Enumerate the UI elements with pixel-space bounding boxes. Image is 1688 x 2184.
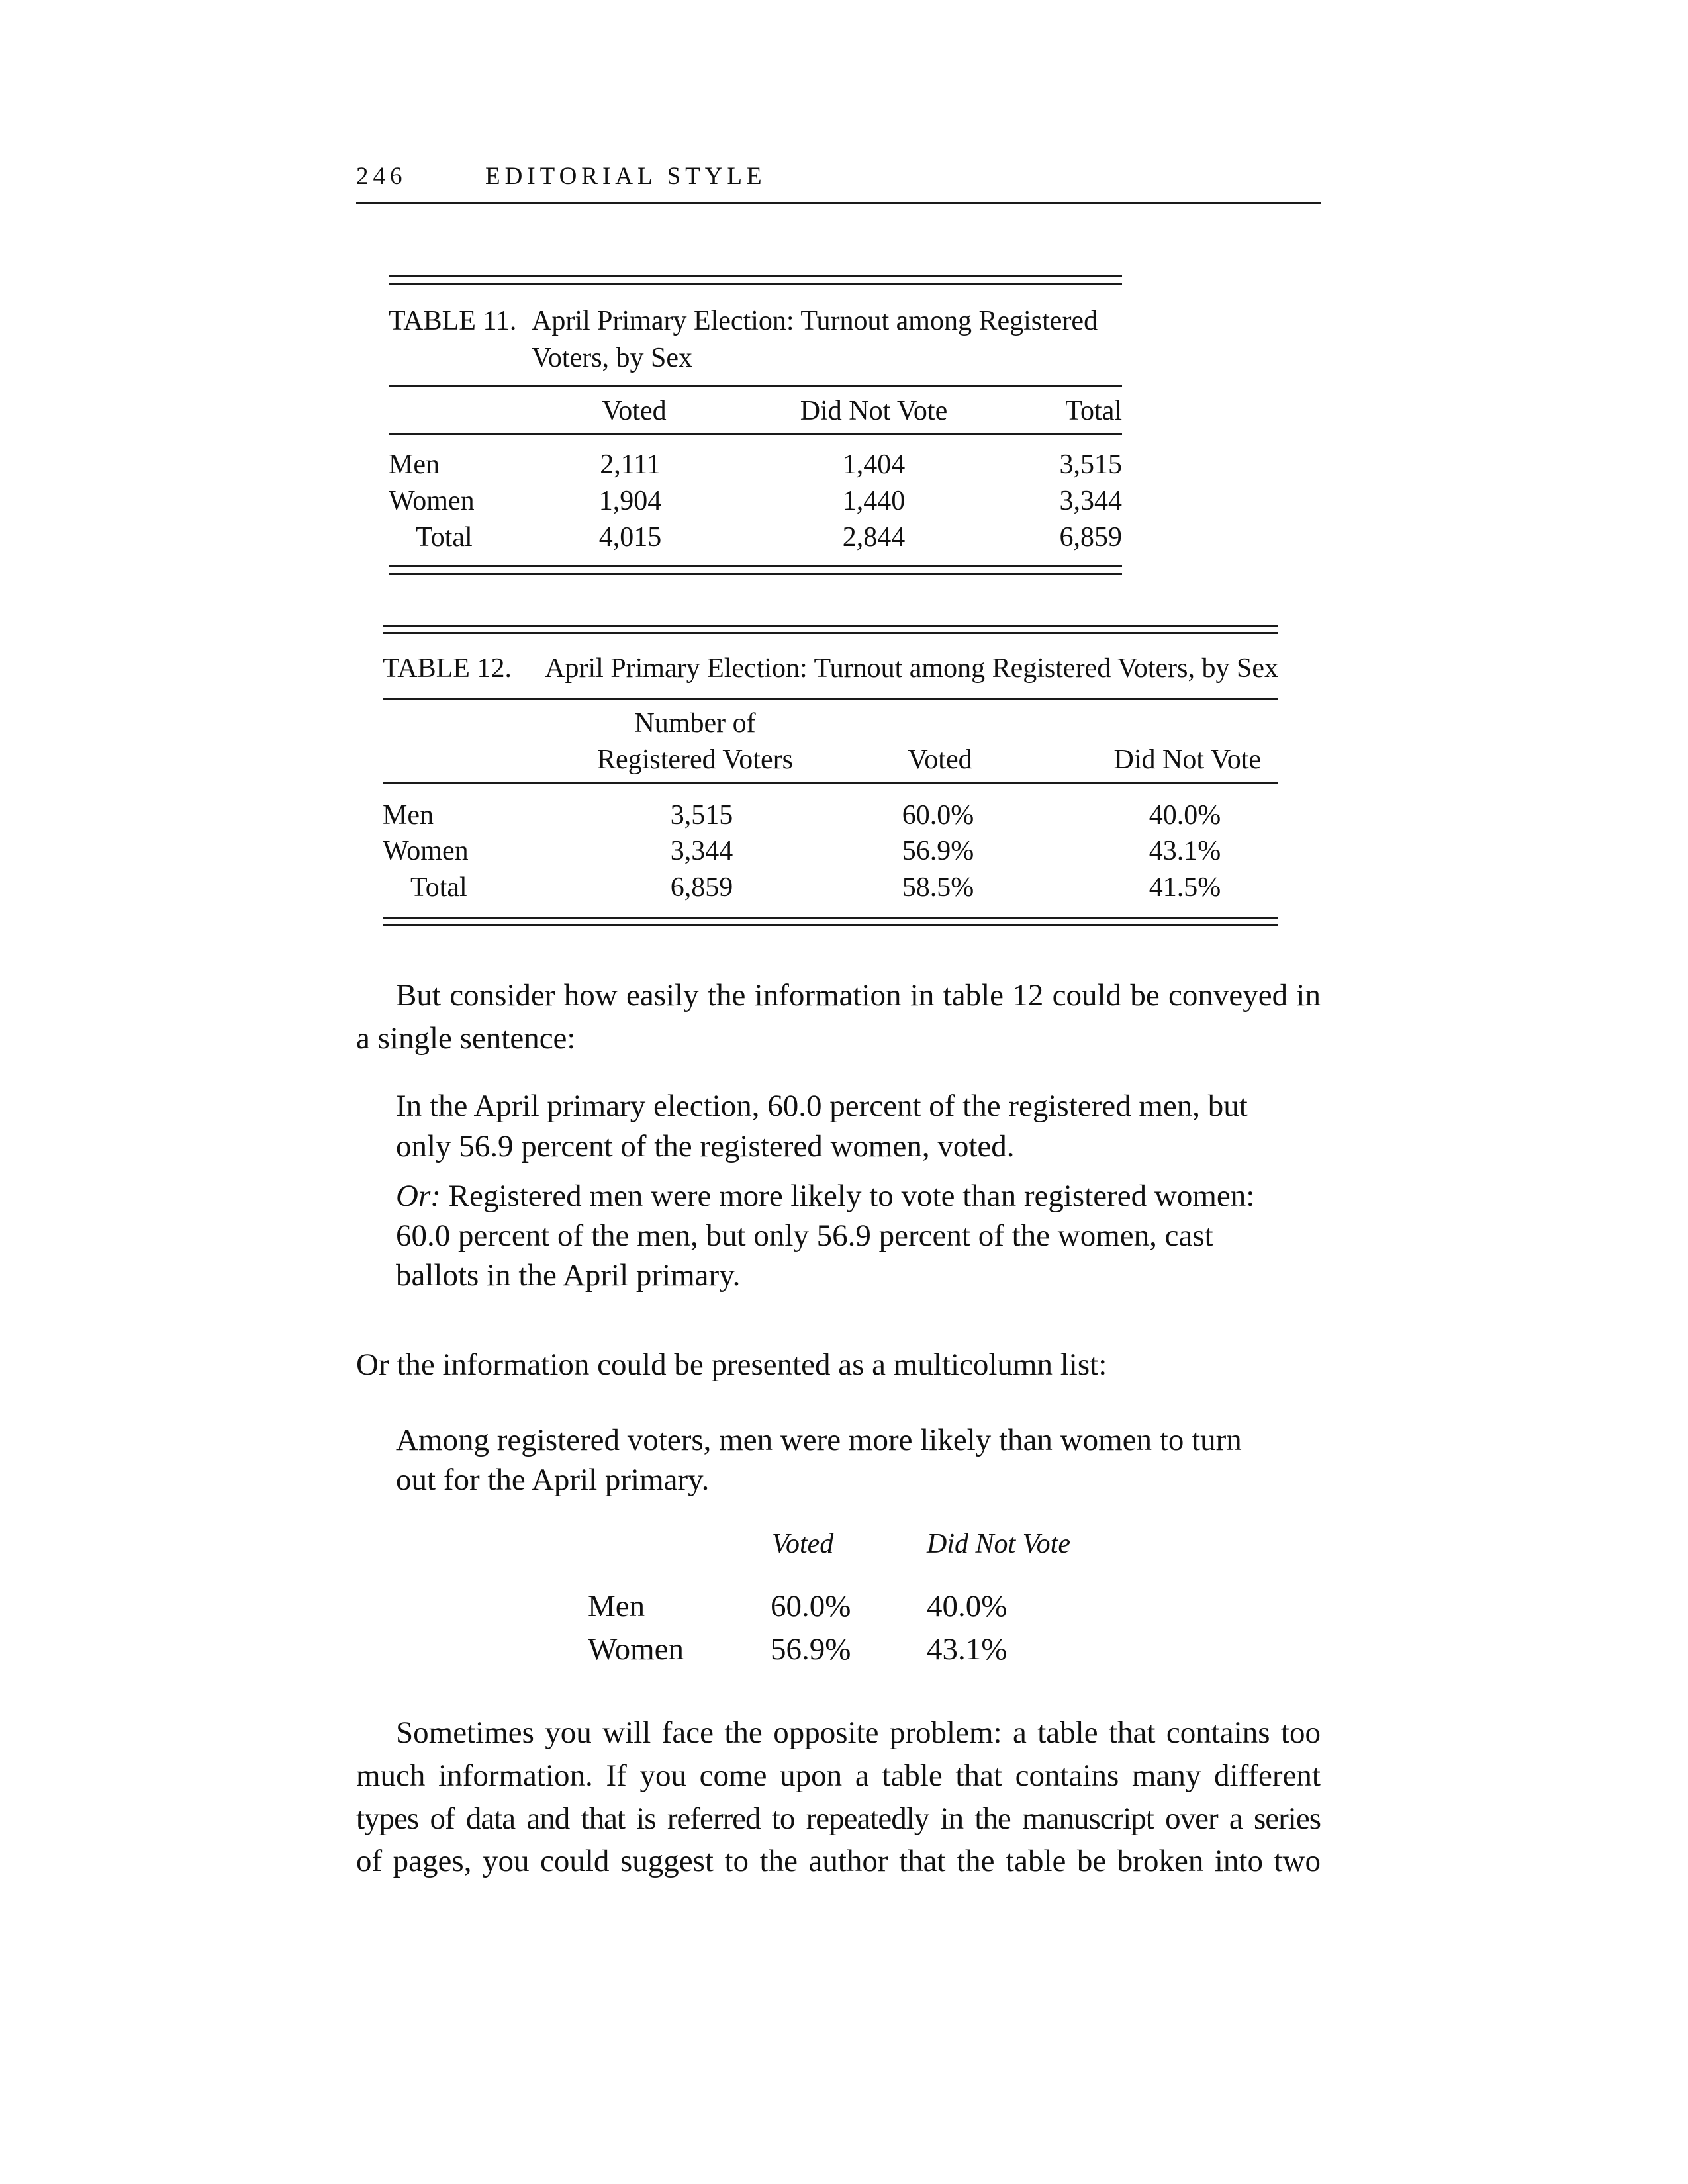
cell: 40.0% — [927, 1589, 1008, 1623]
table-bottom-rule — [383, 924, 1278, 926]
text-line: Among registered voters, men were more likely than women to turn — [396, 1423, 1242, 1457]
cell: 1,440 — [842, 486, 906, 516]
table-top-rule — [389, 283, 1122, 285]
table-title: Voters, by Sex — [532, 343, 693, 373]
column-header: Voted — [602, 396, 667, 426]
cell: 60.0% — [771, 1589, 851, 1623]
cell: 2,844 — [842, 522, 906, 553]
cell: 3,344 — [670, 836, 733, 866]
table-bottom-rule — [383, 917, 1278, 919]
text-line: of pages, you could suggest to the author that the table be broken into two — [356, 1844, 1321, 1878]
table-title: April Primary Election: Turnout among Registered — [532, 306, 1098, 336]
cell: 60.0% — [902, 800, 974, 831]
column-header: Voted — [772, 1529, 834, 1559]
column-header: Did Not Vote — [927, 1529, 1070, 1559]
column-header: Voted — [908, 745, 972, 775]
text-line: In the April primary election, 60.0 percent of the registered men, but — [396, 1089, 1248, 1123]
header-rule — [356, 202, 1321, 204]
italic-lead: Or: — [396, 1179, 441, 1213]
text-line: Or the information could be presented as a multicolumn list: — [356, 1347, 1107, 1382]
text-line: types of data and that is referred to repeatedly in the manuscript over a series — [356, 1801, 1321, 1836]
row-label: Men — [383, 800, 434, 831]
column-header: Did Not Vote — [1113, 745, 1261, 775]
text-line: Sometimes you will face the opposite problem: a table that contains too — [396, 1715, 1321, 1750]
column-header: Total — [1065, 396, 1122, 426]
cell: 6,859 — [1059, 522, 1122, 553]
column-header: Number of — [634, 708, 756, 739]
text-line: out for the April primary. — [396, 1463, 710, 1497]
table-title: April Primary Election: Turnout among Registered Voters, by Sex — [545, 653, 1278, 684]
table-bottom-rule — [389, 565, 1122, 567]
cell: 1,904 — [598, 486, 662, 516]
column-header: Did Not Vote — [800, 396, 948, 426]
section-title: EDITORIAL STYLE — [485, 163, 767, 190]
table-head-rule — [389, 385, 1122, 387]
table-top-rule — [383, 625, 1278, 627]
text-line — [396, 1181, 1254, 1212]
table-head-rule — [383, 698, 1278, 700]
cell: 40.0% — [1149, 800, 1221, 831]
row-label: Men — [389, 449, 440, 480]
row-label: Total — [416, 522, 473, 553]
table-bottom-rule — [389, 573, 1122, 575]
page-number: 246 — [356, 163, 407, 190]
cell: 3,515 — [1059, 449, 1122, 480]
table-label: TABLE 11. — [389, 306, 517, 336]
text-line: ballots in the April primary. — [396, 1258, 741, 1293]
column-header: Registered Voters — [597, 745, 793, 775]
table-head-rule — [389, 433, 1122, 435]
cell: 41.5% — [1149, 872, 1221, 903]
cell: 1,404 — [842, 449, 906, 480]
cell: 2,111 — [600, 449, 661, 480]
row-label: Women — [383, 836, 469, 866]
text-line: 60.0 percent of the men, but only 56.9 percent of the women, cast — [396, 1218, 1213, 1253]
cell: 56.9% — [771, 1632, 851, 1666]
cell: 6,859 — [670, 872, 733, 903]
row-label: Women — [389, 486, 475, 516]
cell: 58.5% — [902, 872, 974, 903]
row-label: Women — [588, 1632, 684, 1666]
cell: 4,015 — [598, 522, 662, 553]
text-line: But consider how easily the information in table 12 could be conveyed in — [396, 978, 1321, 1013]
table-label: TABLE 12. — [383, 653, 512, 684]
cell: 3,515 — [670, 800, 733, 831]
text-line: a single sentence: — [356, 1021, 576, 1056]
row-label: Men — [588, 1589, 645, 1623]
text-span: Registered men were more likely to vote than registered women: — [440, 1179, 1255, 1213]
text-line: only 56.9 percent of the registered women, voted. — [396, 1129, 1015, 1163]
table-top-rule — [383, 632, 1278, 634]
table-head-rule — [383, 782, 1278, 784]
row-label: Total — [410, 872, 467, 903]
cell: 43.1% — [1149, 836, 1221, 866]
cell: 43.1% — [927, 1632, 1008, 1666]
text-line: much information. If you come upon a table that contains many different — [356, 1758, 1321, 1793]
cell: 3,344 — [1059, 486, 1122, 516]
cell: 56.9% — [902, 836, 974, 866]
table-top-rule — [389, 275, 1122, 277]
